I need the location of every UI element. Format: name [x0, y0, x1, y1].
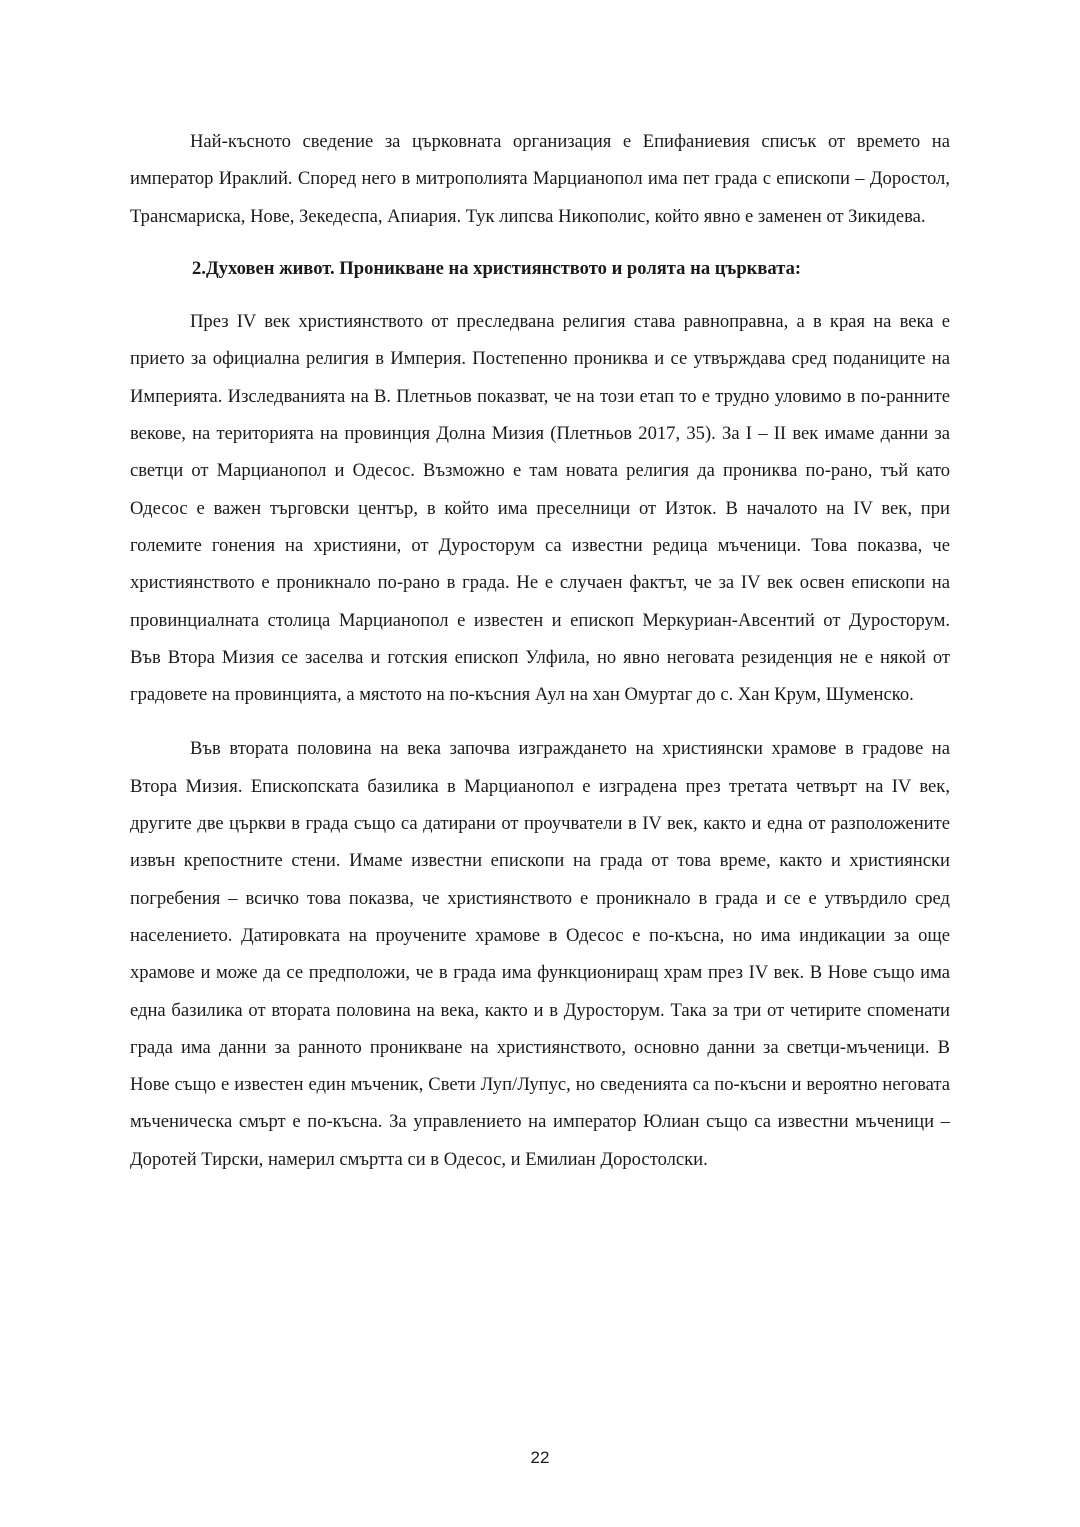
paragraph-christianity-spread: През IV век християнството от преследвана религия става равноправна, а в края на века е прието за официална религия в Империя. Постепенно прониква и се утвърждава сред поданиците на Империята. Изследванията на В. Плетньов показват, че на този етап то е трудно уловимо в по-ранните векове, на територията на провинция Долна Мизия (Плетньов 2017, 35). За I – II век имаме данни за светци от Марцианопол и Одесос. Възможно е там новата религия да прониква по-рано, тъй като Одесос е важен търговски център, в който има преселници от Изток. В началото на IV век, при големите гонения на християни, от Дуросторум са известни редица мъченици. Това показва, че християнството е проникнало по-рано в града. Не е случаен фактът, че за IV век освен епископи на провинциалната столица Марцианопол е известен и епископ Меркуриан-Авсентий от Дуросторум. Във Втора Мизия се заселва и готския епископ Улфила, но явно неговата резиденция не е някой от градовете на провинцията, а мястото на по-късния Аул на хан Омуртаг до с. Хан Крум, Шуменско.: [130, 311, 950, 706]
document-page: [130, 123, 950, 1178]
section-heading: 2.Духовен живот. Проникване на християнството и ролята на църквата:: [192, 257, 802, 279]
paragraph-christian-temples: Във втората половина на века започва изграждането на християнски храмове в градове на Втора Мизия. Епископската базилика в Марцианопол е изградена през третата четвърт на IV век, другите две църкви в града също са датирани от проучватели в IV век, както и една от разположените извън крепостните стени. Имаме известни епископи на града от това време, както и християнски погребения – всичко това показва, че християнството е проникнало в града и се е утвърдило сред населението. Датировката на проучените храмове в Одесос е по-късна, но има индикации за още храмове и може да се предположи, че в града има функциониращ храм през IV век. В Нове също има една базилика от втората половина на века, както и в Дуросторум. Така за три от четирите споменати града има данни за ранното проникване на християнството, основно данни за светци-мъченици. В Нове също е известен един мъченик, Свети Луп/Лупус, но сведенията са по-късни и вероятно неговата мъченическа смърт е по-късна. За управлението на император Юлиан също са известни мъченици – Доротей Тирски, намерил смъртта си в Одесос, и Емилиан Доростолски.: [130, 738, 950, 1170]
page-number: 22: [530, 1448, 550, 1467]
paragraph-epiphanius-list: Най-късното сведение за църковната организация е Епифаниевия списък от времето на император Ираклий. Според него в митрополията Марцианопол има пет града с епископи – Доростол, Трансмариска, Нове, Зекедеспа, Апиария. Тук липсва Никополис, който явно е заменен от Зикидева.: [130, 131, 950, 227]
